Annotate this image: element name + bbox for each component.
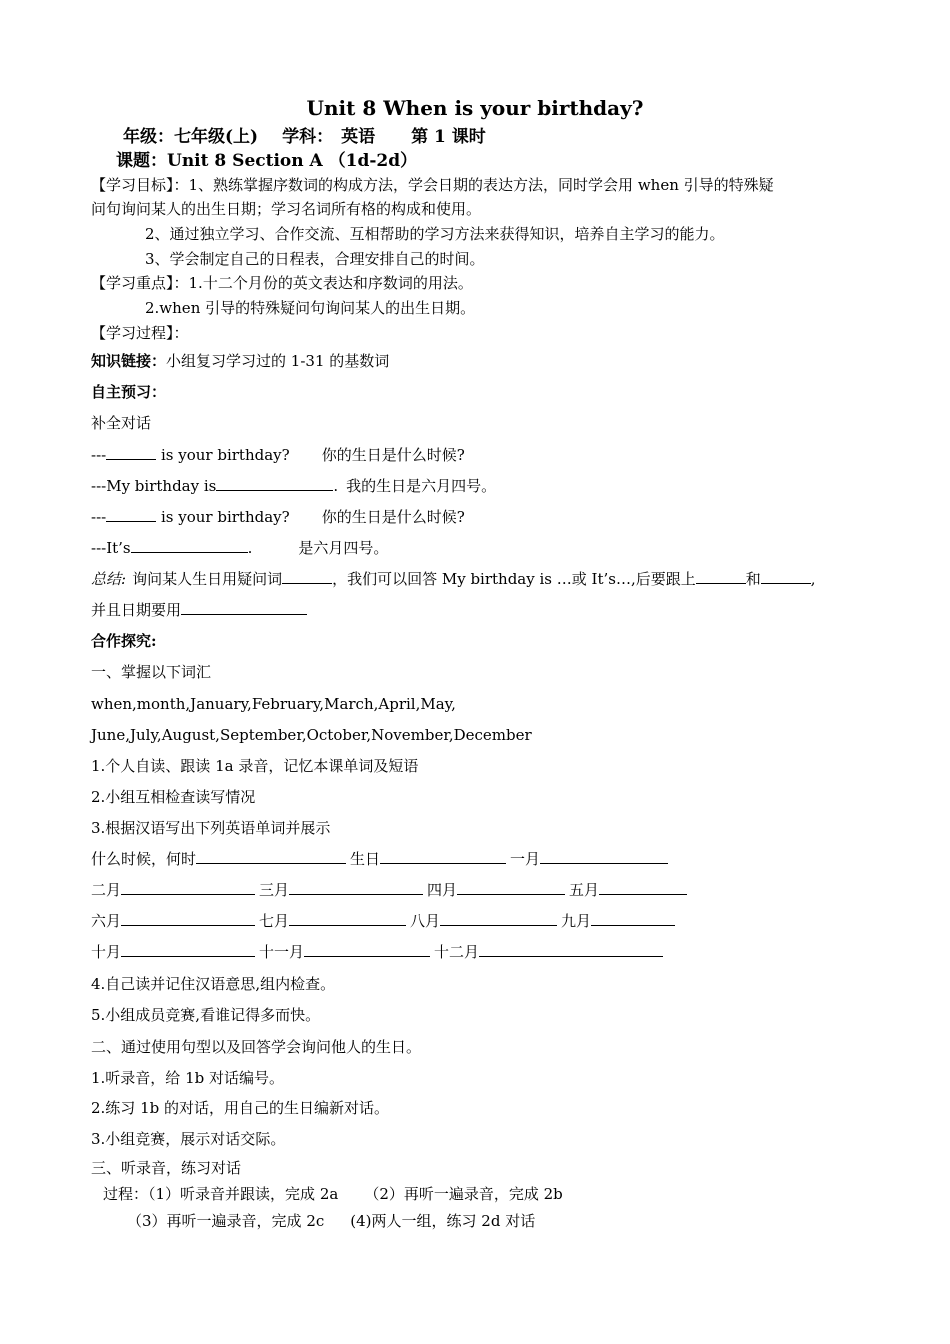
answer-blank[interactable] — [106, 444, 156, 460]
topic-value: Unit 8 Section A （1d-2d） — [167, 151, 418, 171]
word-row-1 — [91, 848, 668, 870]
word-row-4 — [91, 941, 663, 963]
word-blank[interactable] — [121, 941, 255, 957]
objective-2: 2、通过独立学习、合作交流、互相帮助的学习方法来获得知识，培养自主学习的能力。 — [145, 225, 725, 243]
focus-2: 2.when 引导的特殊疑问句询问某人的出生日期。 — [145, 299, 476, 317]
word-prompt: 六月 — [91, 912, 122, 930]
preview-label: 自主预习： — [91, 383, 167, 401]
section-2-step-2: 2.练习 1b 的对话，用自己的生日编新对话。 — [91, 1099, 389, 1117]
word-prompt: 四月 — [427, 881, 458, 899]
dialogue-text: is your birthday? — [156, 446, 290, 464]
answer-blank[interactable] — [181, 599, 307, 615]
section-2-step-1: 1.听录音，给 1b 对话编号。 — [91, 1069, 284, 1087]
summary-text: 并且日期要用 — [91, 601, 182, 619]
summary-line-1 — [91, 568, 816, 590]
word-prompt: 一月 — [510, 850, 541, 868]
procedure-step: (4)两人一组，练习 2d 对话 — [350, 1212, 536, 1230]
word-blank[interactable] — [479, 941, 663, 957]
word-prompt: 八月 — [410, 912, 441, 930]
word-blank[interactable] — [289, 910, 406, 926]
grade-value: 七年级(上) — [174, 127, 259, 147]
word-blank[interactable] — [540, 848, 668, 864]
dialogue-line-1 — [91, 444, 465, 466]
word-prompt: 十月 — [91, 943, 122, 961]
procedure-line-2 — [127, 1210, 535, 1232]
vocab-line-1: when,month,January,February,March,April,May, — [91, 695, 456, 713]
summary-text: 询问某人生日用疑问词 — [132, 570, 283, 588]
dialogue-text: . — [333, 477, 339, 495]
focus-line-1 — [91, 272, 473, 294]
dialogue-prefix: ---It’s — [91, 539, 131, 557]
dialogue-prefix: --- — [91, 508, 107, 526]
dialogue-text: . — [247, 539, 253, 557]
section-2-heading: 二、通过使用句型以及回答学会询问他人的生日。 — [91, 1038, 422, 1056]
dialogue-prefix: ---My birthday is — [91, 477, 217, 495]
answer-blank[interactable] — [761, 568, 811, 584]
topic-label: 课题： — [116, 151, 167, 171]
summary-label: 总结: — [91, 570, 127, 588]
focus-1: 1.十二个月份的英文表达和序数词的用法。 — [188, 274, 473, 292]
procedure-label: 过程： — [103, 1185, 149, 1203]
word-prompt: 二月 — [91, 881, 122, 899]
answer-blank[interactable] — [106, 506, 156, 522]
dialogue-line-2 — [91, 475, 496, 497]
word-blank[interactable] — [289, 879, 423, 895]
word-blank[interactable] — [121, 879, 255, 895]
summary-text: ，我们可以回答 My birthday is …或 It’s…,后要跟上 — [332, 570, 696, 588]
dialogue-translation: 你的生日是什么时候? — [321, 446, 465, 464]
vocab-line-2: June,July,August,September,October,November,December — [91, 726, 532, 744]
word-blank[interactable] — [304, 941, 430, 957]
step-2: 2.小组互相检查读写情况 — [91, 788, 256, 806]
dialogue-translation: 是六月四号。 — [298, 539, 389, 557]
page-title: Unit 8 When is your birthday? — [306, 96, 644, 120]
answer-blank[interactable] — [216, 475, 333, 491]
step-4: 4.自己读并记住汉语意思,组内检查。 — [91, 975, 336, 993]
summary-text: , — [810, 570, 816, 588]
focus-label: 【学习重点】： — [91, 274, 189, 292]
knowledge-line — [91, 350, 389, 372]
dialogue-text: is your birthday? — [156, 508, 290, 526]
word-blank[interactable] — [457, 879, 565, 895]
answer-blank[interactable] — [282, 568, 332, 584]
word-blank[interactable] — [380, 848, 506, 864]
procedure-step: （2）再听一遍录音，完成 2b — [364, 1185, 563, 1203]
procedure-line-1 — [103, 1183, 563, 1205]
dialogue-prefix: --- — [91, 446, 107, 464]
preview-task: 补全对话 — [91, 414, 152, 432]
word-prompt: 十二月 — [434, 943, 480, 961]
word-prompt: 十一月 — [259, 943, 305, 961]
dialogue-line-4 — [91, 537, 388, 559]
process-label: 【学习过程】： — [91, 324, 189, 342]
summary-text: 和 — [745, 570, 761, 588]
header-line — [123, 125, 486, 149]
topic-line — [116, 149, 417, 173]
word-prompt: 三月 — [259, 881, 290, 899]
lesson-number: 第 1 课时 — [411, 127, 486, 147]
subject-value: 英语 — [341, 127, 376, 147]
objective-3: 3、学会制定自己的日程表，合理安排自己的时间。 — [145, 250, 485, 268]
grade-label: 年级： — [123, 127, 174, 147]
word-row-2 — [91, 879, 687, 901]
word-row-3 — [91, 910, 675, 932]
answer-blank[interactable] — [696, 568, 746, 584]
word-prompt: 七月 — [259, 912, 290, 930]
section-1-heading: 一、掌握以下词汇 — [91, 663, 212, 681]
knowledge-text: 小组复习学习过的 1-31 的基数词 — [166, 352, 390, 370]
dialogue-translation: 你的生日是什么时候? — [321, 508, 465, 526]
dialogue-line-3 — [91, 506, 465, 528]
procedure-step: （1）听录音并跟读，完成 2a — [148, 1185, 339, 1203]
answer-blank[interactable] — [131, 537, 248, 553]
step-3: 3.根据汉语写出下列英语单词并展示 — [91, 819, 331, 837]
word-blank[interactable] — [121, 910, 255, 926]
coop-label: 合作探究: — [91, 632, 157, 650]
subject-label: 学科： — [282, 127, 334, 147]
word-blank[interactable] — [440, 910, 557, 926]
word-prompt: 九月 — [561, 912, 592, 930]
step-5: 5.小组成员竞赛,看谁记得多而快。 — [91, 1006, 321, 1024]
summary-line-2 — [91, 599, 307, 621]
word-prompt: 五月 — [569, 881, 600, 899]
step-1: 1.个人自读、跟读 1a 录音，记忆本课单词及短语 — [91, 757, 419, 775]
word-blank[interactable] — [196, 848, 346, 864]
objective-1a: 1、熟练掌握序数词的构成方法，学会日期的表达方法，同时学会用 when 引导的特殊疑 — [188, 176, 774, 194]
objectives-line-1 — [91, 174, 774, 196]
section-3-heading: 三、听录音，练习对话 — [91, 1159, 242, 1177]
objectives-label: 【学习目标】： — [91, 176, 189, 194]
procedure-step: （3）再听一遍录音，完成 2c — [127, 1212, 325, 1230]
dialogue-translation: 我的生日是六月四号。 — [346, 477, 497, 495]
word-blank[interactable] — [599, 879, 687, 895]
word-prompt: 什么时候，何时 — [91, 850, 197, 868]
word-blank[interactable] — [591, 910, 675, 926]
objective-1b: 问句询问某人的出生日期；学习名词所有格的构成和使用。 — [91, 200, 482, 218]
section-2-step-3: 3.小组竞赛，展示对话交际。 — [91, 1130, 286, 1148]
knowledge-label: 知识链接： — [91, 352, 167, 370]
word-prompt: 生日 — [350, 850, 381, 868]
